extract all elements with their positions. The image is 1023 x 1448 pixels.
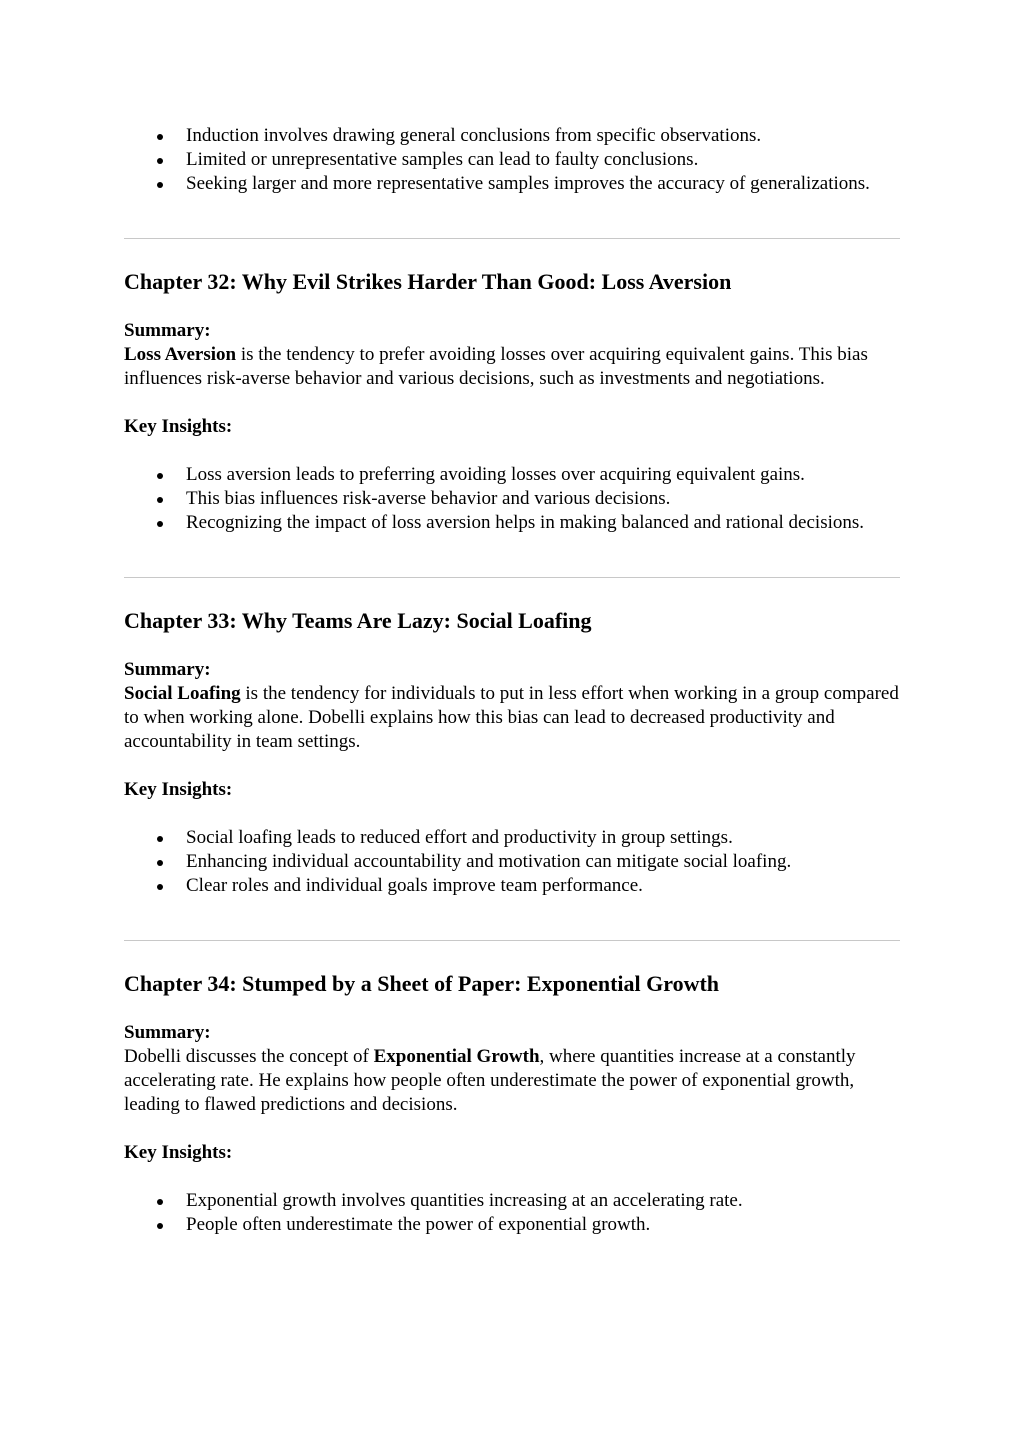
key-insights-list: [124, 463, 900, 535]
chapter-title: Chapter 34: Stumped by a Sheet of Paper: Exponential Growth: [124, 971, 720, 996]
summary-text-pre: Dobelli discusses the concept of: [124, 1046, 374, 1067]
section-divider: [124, 940, 900, 941]
summary-text: [124, 682, 900, 754]
list-item: Clear roles and individual goals improve team performance.: [186, 874, 900, 898]
summary-label: Summary:: [124, 659, 211, 680]
summary-text-post: is the tendency for individuals to put in less effort when working in a group compared to when working alone. Dobelli explains how this bias can lead to decreased productivity and accountability in team settings.: [124, 683, 899, 752]
summary-label: Summary:: [124, 320, 211, 341]
summary-text: [124, 343, 900, 391]
summary-text-post: , where quantities increase at a constantly accelerating rate. He explains how people often underestimate the power of exponential growth, leading to flawed predictions and decisions.: [124, 1046, 856, 1115]
summary-block: [124, 319, 900, 391]
induction-insights-list: [124, 124, 900, 196]
list-item: Enhancing individual accountability and motivation can mitigate social loafing.: [186, 850, 900, 874]
key-insights-label: Key Insights:: [124, 416, 233, 437]
key-insights-label: Key Insights:: [124, 1142, 233, 1163]
list-item: People often underestimate the power of exponential growth.: [186, 1213, 900, 1237]
chapter-title: Chapter 32: Why Evil Strikes Harder Than Good: Loss Aversion: [124, 269, 732, 294]
summary-term: Social Loafing: [124, 683, 241, 704]
chapter-title: Chapter 33: Why Teams Are Lazy: Social Loafing: [124, 608, 592, 633]
document-page: [124, 124, 900, 1237]
list-item: Loss aversion leads to preferring avoiding losses over acquiring equivalent gains.: [186, 463, 900, 487]
list-item: Recognizing the impact of loss aversion helps in making balanced and rational decisions.: [186, 511, 900, 535]
summary-label: Summary:: [124, 1022, 211, 1043]
list-item: Social loafing leads to reduced effort and productivity in group settings.: [186, 826, 900, 850]
key-insights-list: [124, 826, 900, 898]
list-item: Seeking larger and more representative samples improves the accuracy of generalizations.: [186, 172, 900, 196]
summary-term: Exponential Growth: [373, 1046, 540, 1067]
summary-term: Loss Aversion: [124, 344, 237, 365]
list-item: This bias influences risk-averse behavior and various decisions.: [186, 487, 900, 511]
summary-text: [124, 1045, 900, 1117]
section-divider: [124, 238, 900, 239]
key-insights-label: Key Insights:: [124, 779, 233, 800]
list-item: Exponential growth involves quantities increasing at an accelerating rate.: [186, 1189, 900, 1213]
chapter-32-section: [124, 269, 900, 535]
list-item: Induction involves drawing general conclusions from specific observations.: [186, 124, 900, 148]
chapter-33-section: [124, 608, 900, 898]
summary-block: [124, 1021, 900, 1117]
key-insights-list: [124, 1189, 900, 1237]
list-item: Limited or unrepresentative samples can lead to faulty conclusions.: [186, 148, 900, 172]
section-divider: [124, 577, 900, 578]
chapter-34-section: [124, 971, 900, 1237]
summary-block: [124, 658, 900, 754]
summary-text-post: is the tendency to prefer avoiding losses over acquiring equivalent gains. This bias influences risk-averse behavior and various decisions, such as investments and negotiations.: [124, 344, 868, 389]
